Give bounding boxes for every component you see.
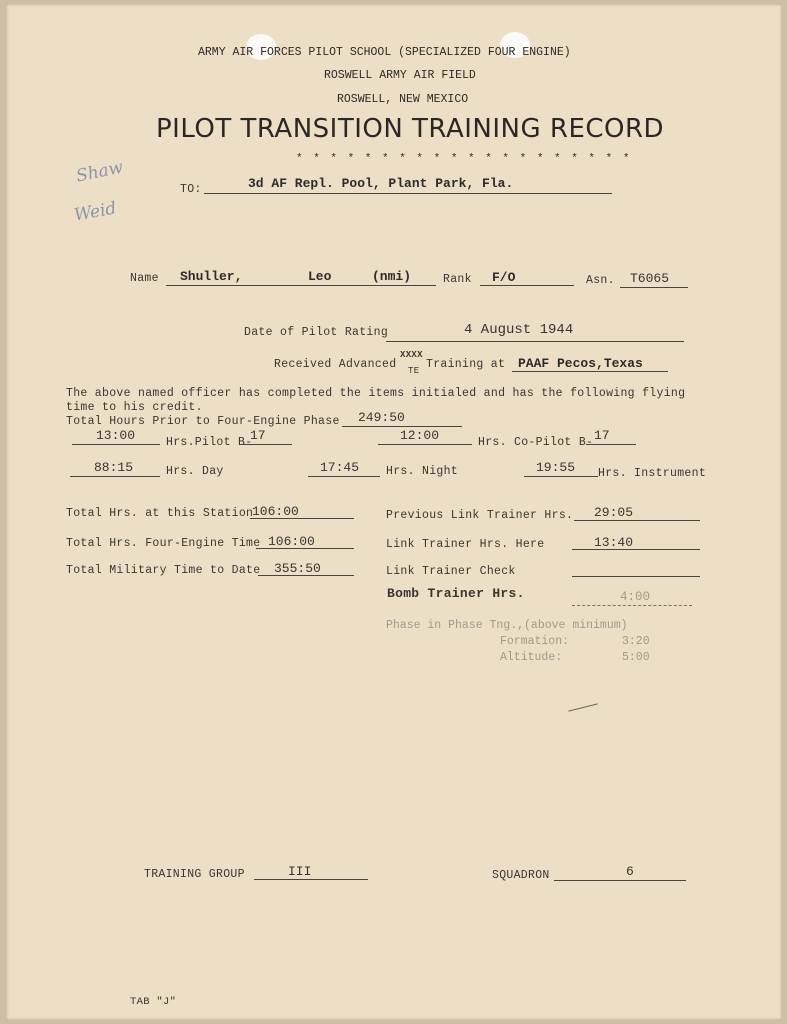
phase-label: Phase in Phase Tng.,(above minimum) [386, 619, 628, 632]
header-line1: ARMY AIR FORCES PILOT SCHOOL (SPECIALIZED FOUR ENGINE) [198, 46, 571, 59]
asn-value: T6065 [630, 271, 670, 286]
formation-label: Formation: [500, 635, 570, 648]
paragraph-line1: The above named officer has completed the items initialed and has the following flying [66, 387, 686, 400]
copilot-hours: 12:00 [400, 428, 440, 443]
altitude-value: 5:00 [622, 651, 650, 664]
name-label: Name [130, 272, 159, 285]
military-label: Total Military Time to Date [66, 564, 261, 577]
asn-label: Asn. [586, 274, 615, 287]
tab-label: TAB "J" [130, 996, 177, 1008]
header-line3: ROSWELL, NEW MEXICO [337, 93, 469, 106]
to-label: TO: [180, 183, 202, 196]
name-middle: (nmi) [372, 269, 412, 284]
paragraph-line2: time to his credit. [66, 401, 203, 414]
advanced-label-post: Training at [426, 358, 506, 371]
pilot-type: 17 [250, 428, 266, 443]
training-group-value: III [288, 864, 312, 879]
station-value: 106:00 [252, 504, 299, 519]
pilot-hours: 13:00 [96, 428, 136, 443]
rank-label: Rank [443, 273, 472, 286]
name-first: Leo [308, 269, 332, 284]
night-hours: 17:45 [320, 460, 360, 475]
formation-value: 3:20 [622, 635, 650, 648]
prev-link-label: Previous Link Trainer Hrs. [386, 509, 574, 522]
star-divider: * * * * * * * * * * * * * * * * * * * * [296, 153, 632, 165]
bomb-trainer-value: 4:00 [620, 590, 651, 604]
training-record-page [6, 4, 782, 1020]
pilot-label: Hrs.Pilot B- [166, 436, 253, 449]
prev-link-value: 29:05 [594, 505, 634, 520]
margin-note-line2: Weid [72, 198, 118, 226]
to-value: 3d AF Repl. Pool, Plant Park, Fla. [248, 176, 514, 191]
copilot-label: Hrs. Co-Pilot B- [478, 436, 594, 449]
rating-label: Date of Pilot Rating [244, 326, 389, 339]
prior-hours-value: 249:50 [358, 410, 405, 425]
altitude-label: Altitude: [500, 651, 563, 664]
instrument-hours: 19:55 [536, 460, 576, 475]
squadron-label: SQUADRON [492, 869, 550, 882]
day-label: Hrs. Day [166, 465, 224, 478]
squadron-value: 6 [626, 864, 634, 879]
name-last: Shuller, [180, 269, 243, 284]
four-engine-label: Total Hrs. Four-Engine Time [66, 537, 261, 550]
margin-note-line1: Shaw [74, 157, 125, 187]
advanced-label-pre: Received Advanced [274, 358, 397, 371]
paragraph-line3: Total Hours Prior to Four-Engine Phase [66, 415, 340, 428]
page-title: PILOT TRANSITION TRAINING RECORD [156, 114, 665, 144]
link-check-label: Link Trainer Check [386, 565, 516, 578]
four-engine-value: 106:00 [268, 534, 315, 549]
advanced-struck: XXXX [400, 350, 423, 360]
day-hours: 88:15 [94, 460, 134, 475]
military-value: 355:50 [274, 561, 321, 576]
link-here-label: Link Trainer Hrs. Here [386, 538, 545, 551]
instrument-label: Hrs. Instrument [598, 467, 707, 480]
header-line2: ROSWELL ARMY AIR FIELD [324, 69, 476, 82]
bomb-trainer-label: Bomb Trainer Hrs. [387, 586, 525, 601]
copilot-type: 17 [594, 428, 610, 443]
training-group-label: TRAINING GROUP [144, 868, 245, 881]
rank-value: F/O [492, 270, 516, 285]
link-here-value: 13:40 [594, 535, 634, 550]
advanced-above: TE [408, 366, 420, 376]
advanced-value: PAAF Pecos,Texas [518, 356, 643, 371]
rating-value: 4 August 1944 [464, 322, 574, 338]
night-label: Hrs. Night [386, 465, 459, 478]
station-label: Total Hrs. at this Station [66, 507, 254, 520]
